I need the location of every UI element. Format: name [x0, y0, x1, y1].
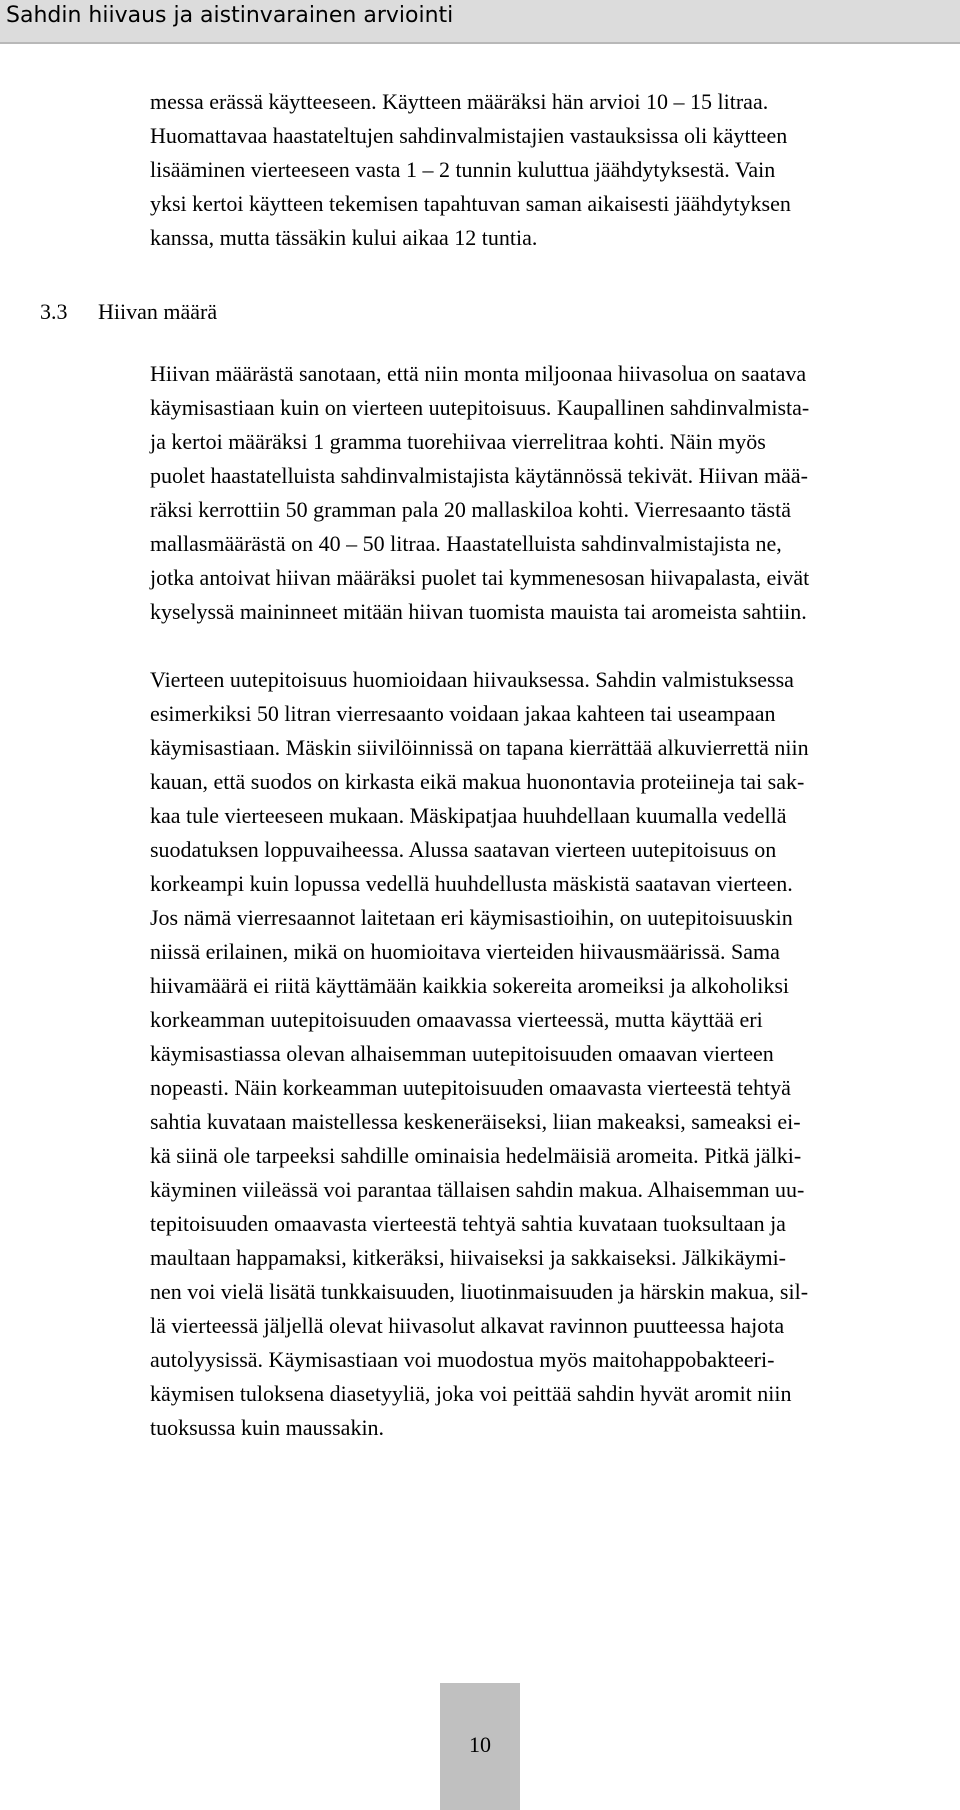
text-line: kaa tule vierteeseen mukaan. Mäskipatjaa huuhdellaan kuumalla vedellä	[150, 803, 787, 828]
text-line: käymisen tuloksena diasetyyliä, joka voi peittää sahdin hyvät aromit niin	[150, 1381, 792, 1406]
text-line: messa erässä käytteeseen. Käytteen määräksi hän arvioi 10 – 15 litraa.	[150, 89, 769, 114]
section-number: 3.3	[40, 299, 68, 324]
text-line: kyselyssä maininneet mitään hiivan tuomista mauista tai aromeista sahtiin.	[150, 599, 807, 624]
text-line: Jos nämä vierresaannot laitetaan eri käymisastioihin, on uutepitoisuuskin	[150, 905, 793, 930]
text-line: lisääminen vierteeseen vasta 1 – 2 tunnin kuluttua jäähdytyksestä. Vain	[150, 157, 776, 182]
text-line: esimerkiksi 50 litran vierresaanto voidaan jakaa kahteen tai useampaan	[150, 701, 776, 726]
page-number: 10	[469, 1732, 491, 1757]
text-line: tuoksussa kuin maussakin.	[150, 1415, 385, 1440]
text-line: suodatuksen loppuvaiheessa. Alussa saatavan vierteen uutepitoisuus on	[150, 837, 777, 862]
text-line: käymisastiaan kuin on vierteen uutepitoisuus. Kaupallinen sahdinvalmista-	[150, 395, 810, 420]
text-line: mallasmäärästä on 40 – 50 litraa. Haastatelluista sahdinvalmistajista ne,	[150, 531, 782, 556]
text-line: käyminen viileässä voi parantaa tällaisen sahdin makua. Alhaisemman uu-	[150, 1177, 805, 1202]
text-line: yksi kertoi käytteen tekemisen tapahtuvan saman aikaisesti jäähdytyksen	[150, 191, 791, 216]
text-line: sahtia kuvataan maistellessa keskeneräiseksi, liian makeaksi, sameaksi ei-	[150, 1109, 801, 1134]
running-header	[0, 0, 960, 42]
text-line: nopeasti. Näin korkeamman uutepitoisuuden omaavasta vierteestä tehtyä	[150, 1075, 791, 1100]
text-line: niissä erilainen, mikä on huomioitava vierteiden hiivausmäärissä. Sama	[150, 939, 780, 964]
text-line: Huomattavaa haastateltujen sahdinvalmistajien vastauksissa oli käytteen	[150, 123, 788, 148]
text-line: ja kertoi määräksi 1 gramma tuorehiivaa vierrelitraa kohti. Näin myös	[150, 429, 766, 454]
text-line: hiivamäärä ei riitä käyttämään kaikkia sokereita aromeiksi ja alkoholiksi	[150, 973, 789, 998]
text-line: puolet haastatelluista sahdinvalmistajista käytännössä tekivät. Hiivan mää-	[150, 463, 808, 488]
text-line: lä vierteessä jäljellä olevat hiivasolut alkavat ravinnon puutteessa hajota	[150, 1313, 785, 1338]
text-line: Hiivan määrästä sanotaan, että niin monta miljoonaa hiivasolua on saatava	[150, 361, 807, 386]
header-divider	[0, 42, 960, 44]
text-line: käymisastiassa olevan alhaisemman uutepitoisuuden omaavan vierteen	[150, 1041, 774, 1066]
text-line: korkeampi kuin lopussa vedellä huuhdellusta mäskistä saatavan vierteen.	[150, 871, 793, 896]
text-line: nen voi vielä lisätä tunkkaisuuden, liuotinmaisuuden ja härskin makua, sil-	[150, 1279, 809, 1304]
text-line: kauan, että suodos on kirkasta eikä makua huonontavia proteiineja tai sak-	[150, 769, 805, 794]
text-line: kä siinä ole tarpeeksi sahdille ominaisia hedelmäisiä aromeita. Pitkä jälki-	[150, 1143, 802, 1168]
text-line: räksi kerrottiin 50 gramman pala 20 mallaskiloa kohti. Vierresaanto tästä	[150, 497, 791, 522]
text-line: Vierteen uutepitoisuus huomioidaan hiivauksessa. Sahdin valmistuksessa	[150, 667, 794, 692]
text-line: korkeamman uutepitoisuuden omaavassa vierteessä, mutta käyttää eri	[150, 1007, 763, 1032]
text-line: jotka antoivat hiivan määräksi puolet tai kymmenesosan hiivapalasta, eivät	[150, 565, 810, 590]
running-header-title: Sahdin hiivaus ja aistinvarainen arviointi	[6, 3, 454, 28]
text-line: tepitoisuuden omaavasta vierteestä tehtyä sahtia kuvataan tuoksultaan ja	[150, 1211, 786, 1236]
text-line: kanssa, mutta tässäkin kului aikaa 12 tuntia.	[150, 225, 538, 250]
section-title: Hiivan määrä	[98, 299, 218, 324]
text-line: autolyysissä. Käymisastiaan voi muodostua myös maitohappobakteeri-	[150, 1347, 775, 1372]
page-number-box	[440, 1683, 520, 1810]
text-line: maultaan happamaksi, kitkeräksi, hiivaiseksi ja sakkaiseksi. Jälkikäymi-	[150, 1245, 787, 1270]
text-line: käymisastiaan. Mäskin siivilöinnissä on tapana kierrättää alkuvierrettä niin	[150, 735, 809, 760]
